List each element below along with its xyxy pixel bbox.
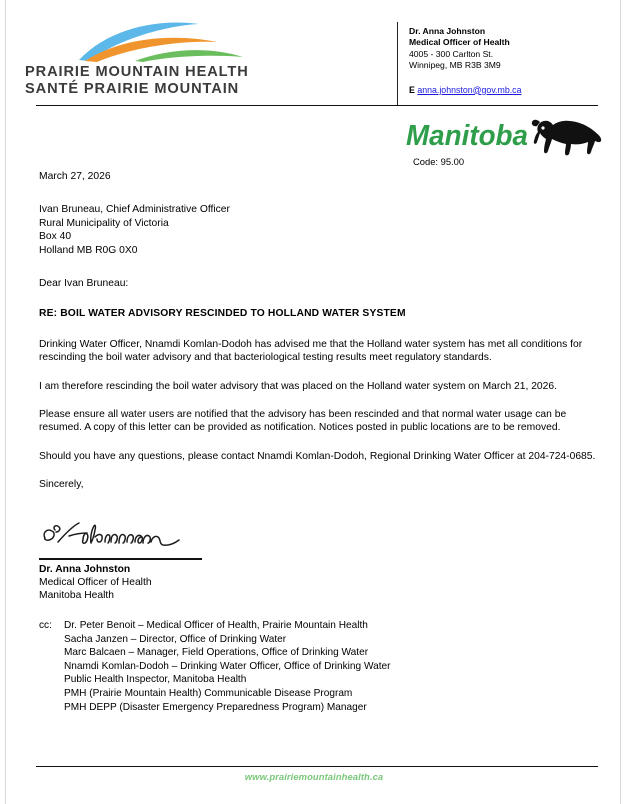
body-paragraph: Drinking Water Officer, Nnamdi Komlan-Dodoh has advised me that the Holland water system has met all conditions for rescinding the boil water advisory and that bacteriological testing results meet regulatory standards. — [39, 338, 583, 364]
recipient-line: Ivan Bruneau, Chief Administrative Officer — [39, 204, 230, 216]
bison-icon — [530, 118, 604, 161]
sender-name: Dr. Anna Johnston — [409, 26, 486, 36]
handwritten-signature — [39, 520, 219, 556]
organization-name — [25, 64, 275, 98]
document-code: Code: 95.00 — [413, 156, 465, 167]
cc-recipient: Marc Balcaen – Manager, Field Operations, Office of Drinking Water — [64, 647, 369, 659]
cc-recipient-list — [64, 619, 559, 714]
header-vertical-divider — [397, 22, 398, 105]
subject-line: RE: BOIL WATER ADVISORY RESCINDED TO HOLLAND WATER SYSTEM — [39, 308, 406, 320]
cc-recipient: Nnamdi Komlan-Dodoh – Drinking Water Officer, Office of Drinking Water — [64, 660, 391, 672]
cc-label: cc: — [39, 620, 52, 631]
salutation: Dear Ivan Bruneau: — [39, 278, 129, 290]
manitoba-brand-block — [406, 118, 606, 174]
sender-email-link[interactable]: anna.johnston@gov.mb.ca — [417, 84, 522, 95]
cc-block — [39, 619, 559, 714]
sender-email-row — [409, 85, 521, 96]
signer-name: Dr. Anna Johnston — [39, 563, 131, 575]
body-paragraph: Should you have any questions, please contact Nnamdi Komlan-Dodoh, Regional Drinking Water Officer at 204-724-0685. — [39, 450, 596, 462]
letter-body — [39, 170, 599, 492]
recipient-line: Holland MB R0G 0X0 — [39, 244, 138, 256]
signer-title: Medical Officer of Health — [39, 576, 152, 588]
cc-recipient: Sacha Janzen – Director, Office of Drinking Water — [64, 633, 287, 645]
letter-date: March 27, 2026 — [39, 171, 111, 182]
cc-recipient: Dr. Peter Benoit – Medical Officer of Health, Prairie Mountain Health — [64, 620, 368, 631]
body-paragraph: Please ensure all water users are notified that the advisory has been rescinded and that normal water usage can be resumed. A copy of this letter can be provided as notification. Notices posted in public locations are to be removed. — [39, 409, 567, 434]
swoosh-logo-icon — [77, 20, 257, 62]
sender-contact-block — [409, 26, 521, 96]
cc-recipient: Public Health Inspector, Manitoba Health — [64, 674, 247, 686]
organization-name-fr: SANTÉ PRAIRIE MOUNTAIN — [25, 81, 240, 97]
sender-title: Medical Officer of Health — [409, 37, 510, 48]
email-label: E — [409, 84, 415, 95]
svg-text:Manitoba: Manitoba — [406, 120, 528, 152]
document-page — [5, 0, 621, 804]
signature-rule — [39, 558, 202, 560]
recipient-line: Rural Municipality of Victoria — [39, 217, 169, 229]
header-divider-rule — [36, 105, 598, 106]
body-paragraph: I am therefore rescinding the boil water advisory that was placed on the Holland water system on March 21, 2026. — [39, 380, 557, 392]
letterhead-header — [6, 0, 622, 112]
cc-recipient: PMH (Prairie Mountain Health) Communicable Disease Program — [64, 687, 353, 699]
manitoba-wordmark-icon — [406, 118, 531, 159]
recipient-address — [39, 203, 599, 257]
cc-recipient: PMH DEPP (Disaster Emergency Preparedness Program) Manager — [64, 701, 367, 713]
recipient-line: Box 40 — [39, 231, 72, 243]
organization-logo — [25, 20, 275, 98]
footer-divider-rule — [36, 766, 598, 767]
footer-website-url[interactable]: www.prairiemountainhealth.ca — [244, 771, 384, 782]
signer-organization: Manitoba Health — [39, 590, 114, 601]
sender-address-line2: Winnipeg, MB R3B 3M9 — [409, 60, 501, 71]
signature-block — [39, 520, 339, 602]
closing-salutation: Sincerely, — [39, 479, 84, 491]
organization-name-en: PRAIRIE MOUNTAIN HEALTH — [25, 64, 249, 80]
sender-address-line1: 4005 - 300 Carlton St. — [409, 48, 494, 59]
